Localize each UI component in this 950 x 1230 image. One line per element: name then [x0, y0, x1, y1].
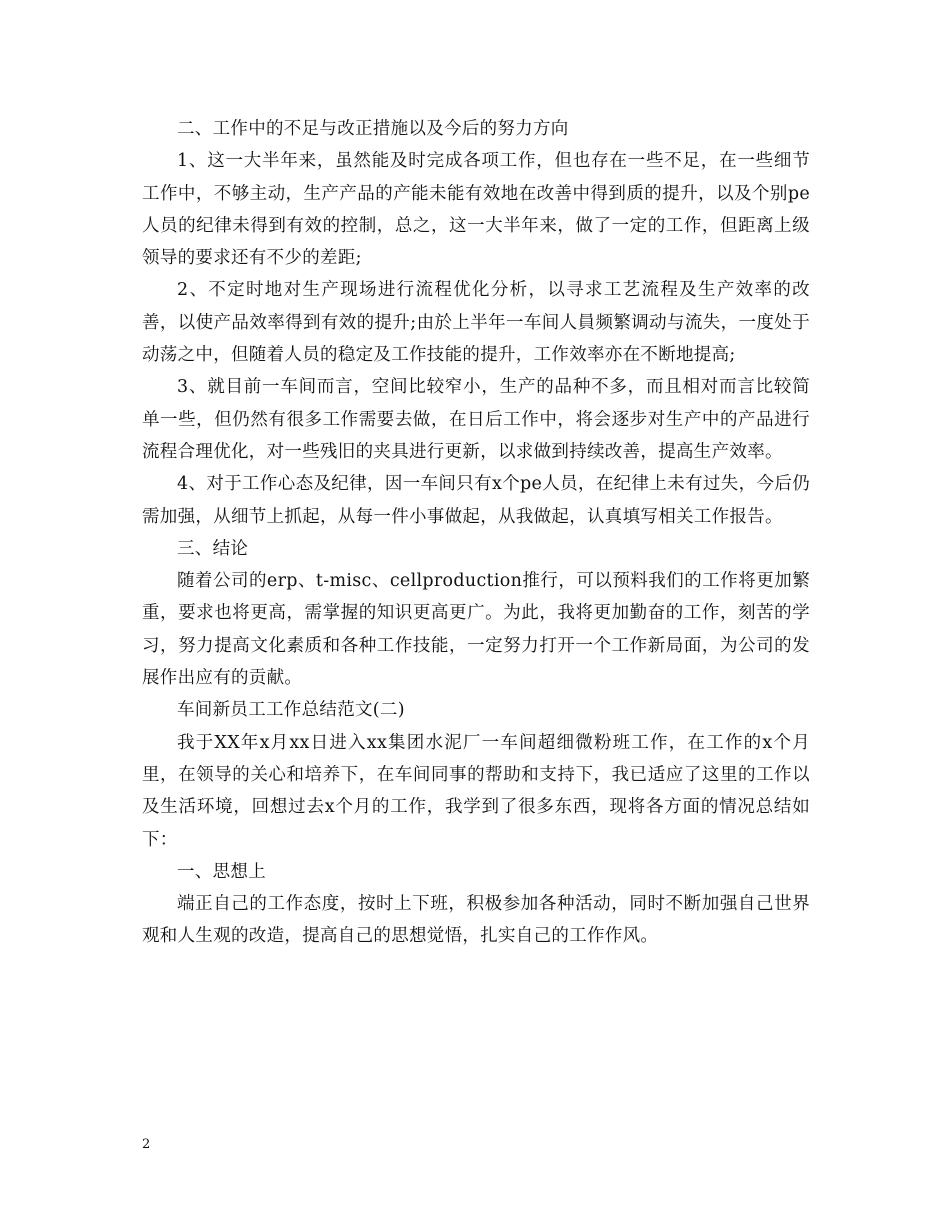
paragraph-conclusion: 随着公司的erp、t-misc、cellproduction推行，可以预料我们的工作将更加繁重，要求也将更高，需掌握的知识更高更广。为此，我将更加勤奋的工作，刻苦的学习，努力提高文化素质和各种工作技能，一定努力打开一个工作新局面，为公司的发展作出应有的贡献。: [142, 571, 810, 689]
paragraph-intro: 我于XX年x月xx日进入xx集团水泥厂一车间超细微粉班工作，在工作的x个月里，在领导的关心和培养下，在车间同事的帮助和支持下，我已适应了这里的工作以及生活环境，回想过去x个月的工作，我学到了很多东西，现将各方面的情况总结如下：: [142, 732, 810, 850]
section-heading-conclusion: 三、结论: [177, 538, 249, 559]
document-body: [142, 113, 810, 953]
paragraph-item-4: 4、对于工作心态及纪律，因一车间只有x个pe人员，在纪律上未有过失，今后仍需加强，从细节上抓起，从每一件小事做起，从我做起，认真填写相关工作报告。: [142, 474, 810, 527]
section-heading-shortcomings: 二、工作中的不足与改正措施以及今后的努力方向: [177, 119, 569, 139]
article-title-part-two: 车间新员工工作总结范文(二): [177, 700, 405, 721]
paragraph-item-1: 1、这一大半年来，虽然能及时完成各项工作，但也存在一些不足，在一些细节工作中，不够主动，生产产品的产能未能有效地在改善中得到质的提升，以及个别pe人员的纪律未得到有效的控制，总之，这一大半年来，做了一定的工作，但距离上级领导的要求还有不少的差距;: [142, 151, 810, 269]
page-number: 2: [142, 1137, 151, 1152]
section-heading-thought: 一、思想上: [177, 861, 266, 882]
paragraph-item-2: 2、不定时地对生产现场进行流程优化分析，以寻求工艺流程及生产效率的改善，以使产品效率得到有效的提升;由於上半年一车间人員频繁调动与流失，一度处于动荡之中，但随着人员的稳定及工作技能的提升，工作效率亦在不断地提高;: [142, 280, 810, 366]
paragraph-item-3: 3、就目前一车间而言，空间比较窄小，生产的品种不多，而且相对而言比较简单一些，但仍然有很多工作需要去做，在日后工作中，将会逐步对生产中的产品进行流程合理优化，对一些残旧的夹具进行更新，以求做到持续改善，提高生产效率。: [142, 377, 810, 462]
paragraph-thought: 端正自己的工作态度，按时上下班，积极参加各种活动，同时不断加强自己世界观和人生观的改造，提高自己的思想觉悟，扎实自己的工作作风。: [142, 894, 810, 947]
